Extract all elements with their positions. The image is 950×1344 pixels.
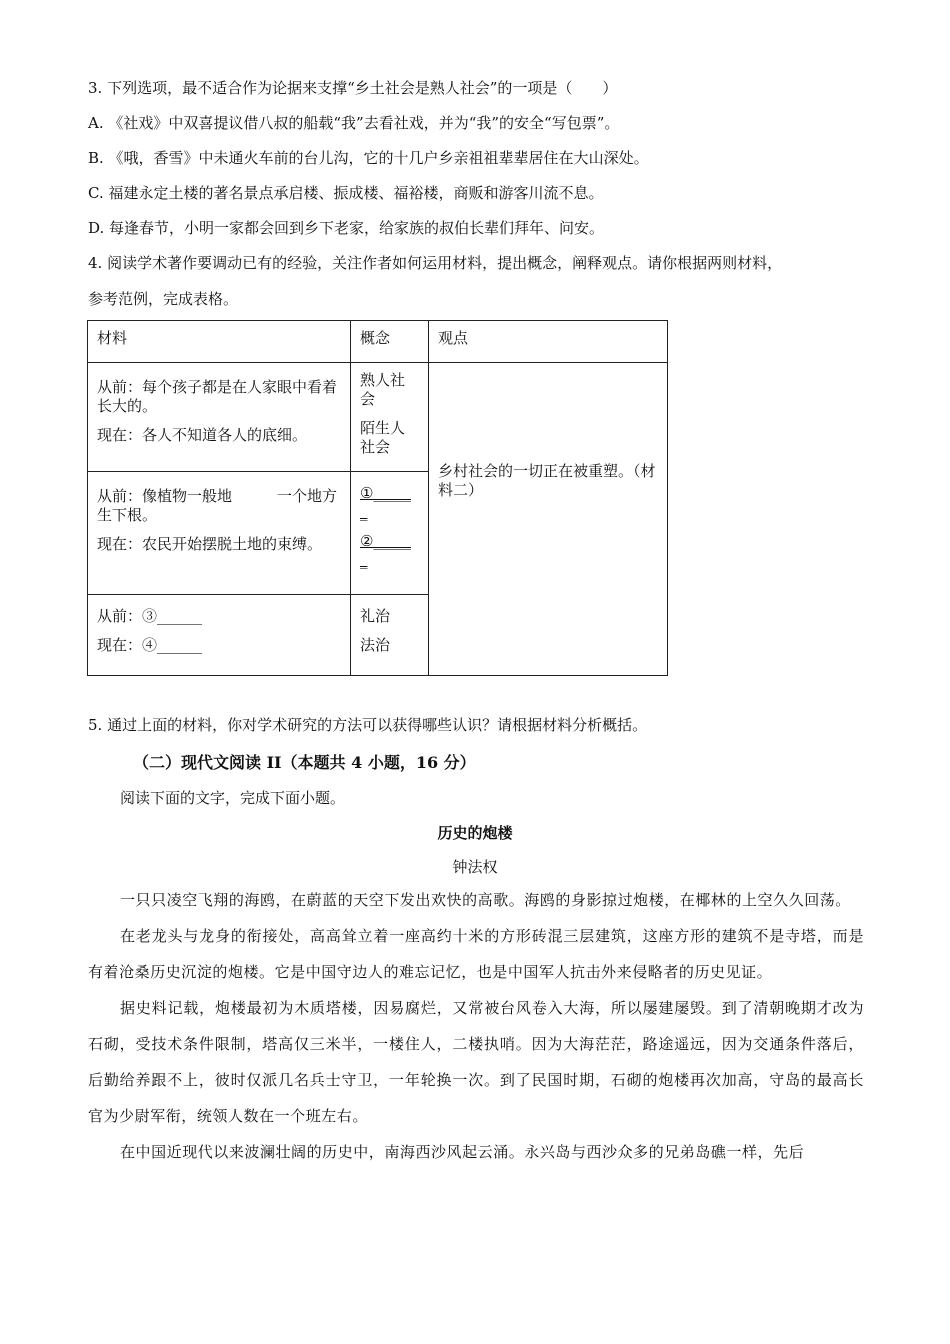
concept-cell	[351, 595, 429, 676]
header-material: 材料	[88, 321, 351, 363]
blank-4: 现在：④______	[97, 636, 203, 654]
concept-cell	[351, 363, 429, 472]
viewpoint-cell	[429, 363, 668, 676]
article-author: 钟法权	[452, 858, 498, 876]
section-heading: （二）现代文阅读 II（本题共 4 小题，16 分）	[133, 753, 476, 772]
blank-2: ②______	[360, 532, 411, 569]
concept-1: 礼治	[360, 607, 391, 625]
table-row	[88, 363, 668, 472]
article-title: 历史的炮楼	[437, 824, 513, 842]
concept-cell	[351, 472, 429, 595]
q3-option-b: B. 《哦，香雪》中未通火车前的台儿沟，它的十几户乡亲祖祖辈辈居住在大山深处。	[88, 149, 649, 167]
q4-stem-line2: 参考范例，完成表格。	[88, 290, 239, 308]
material-before: 从前：像植物一般地 一个地方生下根。	[97, 487, 338, 524]
material-cell	[88, 363, 351, 472]
concept-2: 陌生人社会	[360, 419, 406, 456]
q4-stem-line1: 4. 阅读学术著作要调动已有的经验，关注作者如何运用材料，提出概念，阐释观点。请你根据两则材料，	[88, 254, 783, 272]
material-cell	[88, 595, 351, 676]
material-now: 现在：各人不知道各人的底细。	[97, 426, 308, 444]
q3-option-d: D. 每逢春节，小明一家都会回到乡下老家，给家族的叔伯长辈们拜年、问安。	[88, 219, 605, 237]
table-header-row	[88, 321, 668, 363]
concept-2: 法治	[360, 636, 391, 654]
section-instruction: 阅读下面的文字，完成下面小题。	[120, 789, 346, 807]
header-concept: 概念	[351, 321, 429, 363]
article-body	[88, 882, 864, 1170]
header-viewpoint: 观点	[429, 321, 668, 363]
viewpoint-text: 乡村社会的一切正在被重塑。（材料二）	[438, 462, 656, 499]
material-now: 现在：农民开始摆脱土地的束缚。	[97, 535, 323, 553]
q4-table	[87, 320, 668, 676]
article-paragraph: 一只只凌空飞翔的海鸥，在蔚蓝的天空下发出欢快的高歌。海鸥的身影掠过炮楼，在椰林的上空久久回荡。	[120, 891, 851, 909]
q3-option-c: C. 福建永定土楼的著名景点承启楼、振成楼、福裕楼，商贩和游客川流不息。	[88, 184, 604, 202]
material-before: 从前：每个孩子都是在人家眼中看着长大的。	[97, 378, 338, 415]
material-cell	[88, 472, 351, 595]
article-paragraph: 在老龙头与龙身的衔接处，高高耸立着一座高约十米的方形砖混三层建筑，这座方形的建筑不是寺塔，而是有着沧桑历史沉淀的炮楼。它是中国守边人的难忘记忆，也是中国军人抗击外来侵略者的历史见证。	[88, 927, 864, 981]
concept-1: 熟人社会	[360, 371, 406, 408]
blank-3: 从前：③______	[97, 607, 203, 625]
article-paragraph: 在中国近现代以来波澜壮阔的历史中，南海西沙风起云涌。永兴岛与西沙众多的兄弟岛礁一样，先后	[120, 1143, 805, 1161]
article-paragraph: 据史料记载，炮楼最初为木质塔楼，因易腐烂，又常被台风卷入大海，所以屡建屡毁。到了清朝晚期才改为石砌，受技术条件限制，塔高仅三米半，一楼住人，二楼执哨。因为大海茫茫，路途遥远，因为交通条件落后，后勤给养跟不上，彼时仅派几名兵士守卫，一年轮换一次。到了民国时期，石砌的炮楼再次加高，守岛的最高长官为少尉军衔，统领人数在一个班左右。	[88, 999, 864, 1125]
q3-option-a: A. 《社戏》中双喜提议借八叔的船载“我”去看社戏，并为“我”的安全“写包票”。	[88, 114, 620, 132]
blank-1: ①______	[360, 484, 411, 521]
q3-stem: 3. 下列选项，最不适合作为论据来支撑“乡土社会是熟人社会”的一项是（ ）	[88, 79, 618, 97]
q5-stem: 5. 通过上面的材料，你对学术研究的方法可以获得哪些认识？请根据材料分析概括。	[88, 716, 648, 734]
